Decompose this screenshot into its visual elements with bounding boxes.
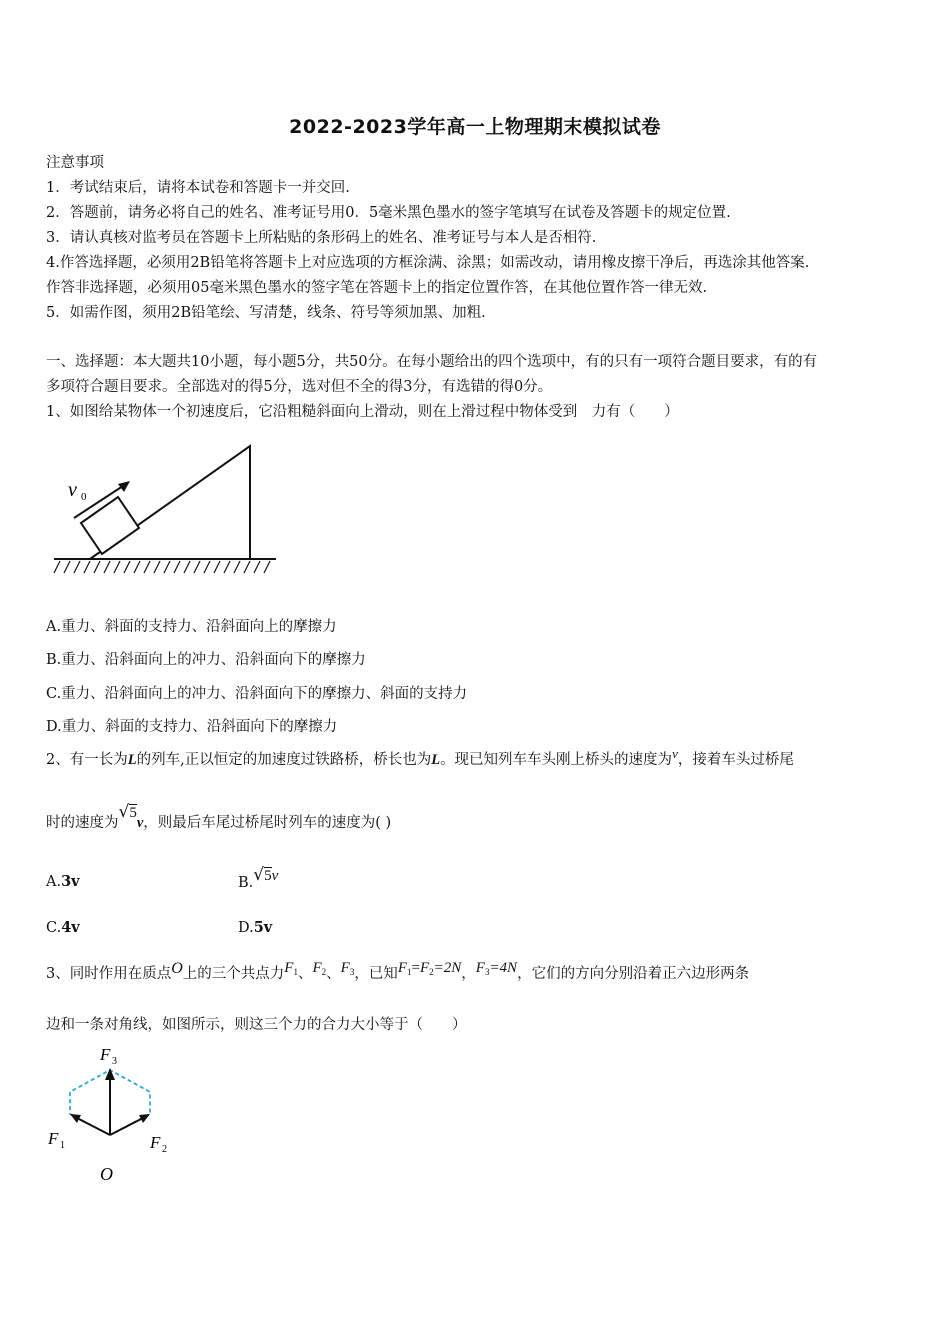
q3-text-d: ，它们的方向分别沿着正六边形两条: [517, 966, 750, 982]
q3-eq-value-1: =2N: [433, 960, 462, 976]
q2-var-v: v: [672, 746, 678, 761]
q3-stem-line1: [46, 960, 750, 988]
q2-text-e: 时的速度为: [46, 815, 119, 831]
q3-stem-line2: 边和一条对角线，如图所示，则这三个力的合力大小等于（ ）: [46, 1017, 467, 1033]
q1-stem: 1、如图给某物体一个初速度后，它沿粗糙斜面向上滑动，则在上滑过程中物体受到 力有（ ）: [46, 404, 679, 420]
q2-var-L: L: [127, 752, 137, 768]
q3-eq-F1-sub: 1: [406, 967, 412, 977]
q2-var-L-2: L: [431, 752, 441, 768]
q1-option-d: D.重力、斜面的支持力、沿斜面向下的摩擦力: [46, 719, 338, 735]
q3-F3: [341, 960, 355, 976]
q2-var-v-2: v: [136, 815, 144, 831]
f1-label: F: [48, 1129, 59, 1148]
notice-item-3: 3．请认真核对监考员在答题卡上所粘贴的条形码上的姓名、准考证号与本人是否相符.: [46, 230, 597, 246]
section-instructions-1: 一、选择题：本大题共10小题，每小题5分，共50分。在每小题给出的四个选项中，有的只有一项符合题目要求，有的有: [46, 354, 818, 370]
q3-text-b: 上的三个共点力: [182, 966, 285, 982]
q2-option-b-radicand: 5: [264, 868, 272, 884]
hexagon-force-diagram: [42, 1040, 182, 1190]
q2-option-b-v: v: [271, 868, 279, 884]
q3-F1-letter: F: [284, 960, 294, 976]
q3-comma: ，: [461, 966, 476, 982]
q2-option-a-value: 3v: [61, 873, 80, 890]
q2-option-a-prefix: A.: [46, 874, 62, 890]
q3-text-c: ，已知: [354, 966, 398, 982]
q3-eq-value-2: =4N: [489, 960, 518, 976]
q2-option-a: [46, 872, 80, 892]
q2-stem-line2: [46, 802, 392, 833]
notice-item-1: 1．考试结束后，请将本试卷和答题卡一并交回.: [46, 180, 350, 196]
notice-item-4: 4.作答选择题，必须用2B铅笔将答题卡上对应选项的方框涂满、涂黑；如需改动，请用橡皮擦干净后，再选涂其他答案.: [46, 255, 810, 271]
q3-eq-2: [476, 960, 517, 976]
q2-option-d-prefix: D.: [238, 920, 254, 936]
q3-F2-letter: F: [312, 960, 322, 976]
q3-F3-sub: 3: [349, 967, 355, 977]
q1-option-b: B.重力、沿斜面向上的冲力、沿斜面向下的摩擦力: [46, 652, 366, 668]
notice-item-5: 5．如需作图，须用2B铅笔绘、写清楚，线条、符号等须加黑、加粗.: [46, 305, 486, 321]
v0-subscript: 0: [81, 491, 87, 503]
f3-subscript: 3: [112, 1056, 117, 1067]
q3-eq-1: [398, 960, 461, 976]
q3-F2: [312, 960, 326, 976]
sqrt-icon-b: √: [253, 865, 265, 885]
f2-subscript: 2: [162, 1144, 167, 1155]
page-title: 2022-2023学年高一上物理期末模拟试卷: [289, 116, 661, 138]
q2-option-d: [238, 918, 272, 938]
q2-option-c: [46, 918, 80, 938]
q3-var-O: O: [171, 960, 183, 977]
q2-text-f: ，则最后车尾过桥尾时列车的速度为( ): [143, 815, 392, 831]
q3-eq-sign: =: [411, 960, 420, 976]
q3-eq-F2-sub: 2: [429, 967, 434, 977]
q3-F2-sub: 2: [321, 967, 327, 977]
q3-text-a: 3、同时作用在质点: [46, 966, 172, 982]
f1-subscript: 1: [60, 1140, 65, 1151]
q3-eq-F3-sub: 3: [484, 967, 490, 977]
section-instructions-2: 多项符合题目要求。全部选对的得5分，选对但不全的得3分，有选错的得0分。: [46, 379, 553, 395]
f2-label: F: [150, 1133, 161, 1152]
q3-eq-F3: F: [475, 960, 485, 976]
origin-label: O: [100, 1164, 113, 1184]
q2-text-c: 。现已知列车车头刚上桥头的速度为: [440, 752, 673, 768]
q2-text-a: 2、有一长为: [46, 752, 128, 768]
q2-option-c-value: 4v: [61, 919, 80, 936]
notice-heading: 注意事项: [46, 155, 104, 171]
q1-option-c: C.重力、沿斜面向上的冲力、沿斜面向下的摩擦力、斜面的支持力: [46, 686, 468, 702]
incline-diagram: [50, 438, 280, 580]
q2-option-b: [238, 865, 279, 891]
q2-option-b-prefix: B.: [238, 875, 254, 891]
q2-text-d: ，接着车头过桥尾: [677, 752, 794, 768]
sqrt-icon: √: [118, 802, 130, 822]
q3-sep-2: 、: [326, 966, 341, 982]
v0-label: v: [68, 479, 77, 501]
notice-item-4-cont: 作答非选择题，必须用05毫米黑色墨水的签字笔在答题卡上的指定位置作答，在其他位置作答一律无效.: [46, 280, 708, 296]
q2-option-c-prefix: C.: [46, 920, 62, 936]
q2-text-b: 的列车,正以恒定的加速度过铁路桥，桥长也为: [136, 752, 432, 768]
q3-eq-F1: F: [397, 960, 407, 976]
q3-sep-1: 、: [297, 966, 313, 982]
q3-F1-sub: 1: [293, 967, 298, 977]
q3-eq-F2: F: [419, 960, 430, 976]
q3-F1: [284, 960, 298, 976]
q1-option-a: A.重力、斜面的支持力、沿斜面向上的摩擦力: [46, 619, 337, 635]
q2-stem-line1: [46, 746, 794, 770]
q2-sqrt5: 5: [129, 805, 137, 821]
f3-label: F: [100, 1045, 111, 1064]
notice-item-2: 2．答题前，请务必将自己的姓名、准考证号用0．5毫米黑色墨水的签字笔填写在试卷及答题卡的规定位置.: [46, 205, 731, 221]
q3-F3-letter: F: [340, 960, 350, 976]
q2-option-d-value: 5v: [253, 919, 273, 936]
